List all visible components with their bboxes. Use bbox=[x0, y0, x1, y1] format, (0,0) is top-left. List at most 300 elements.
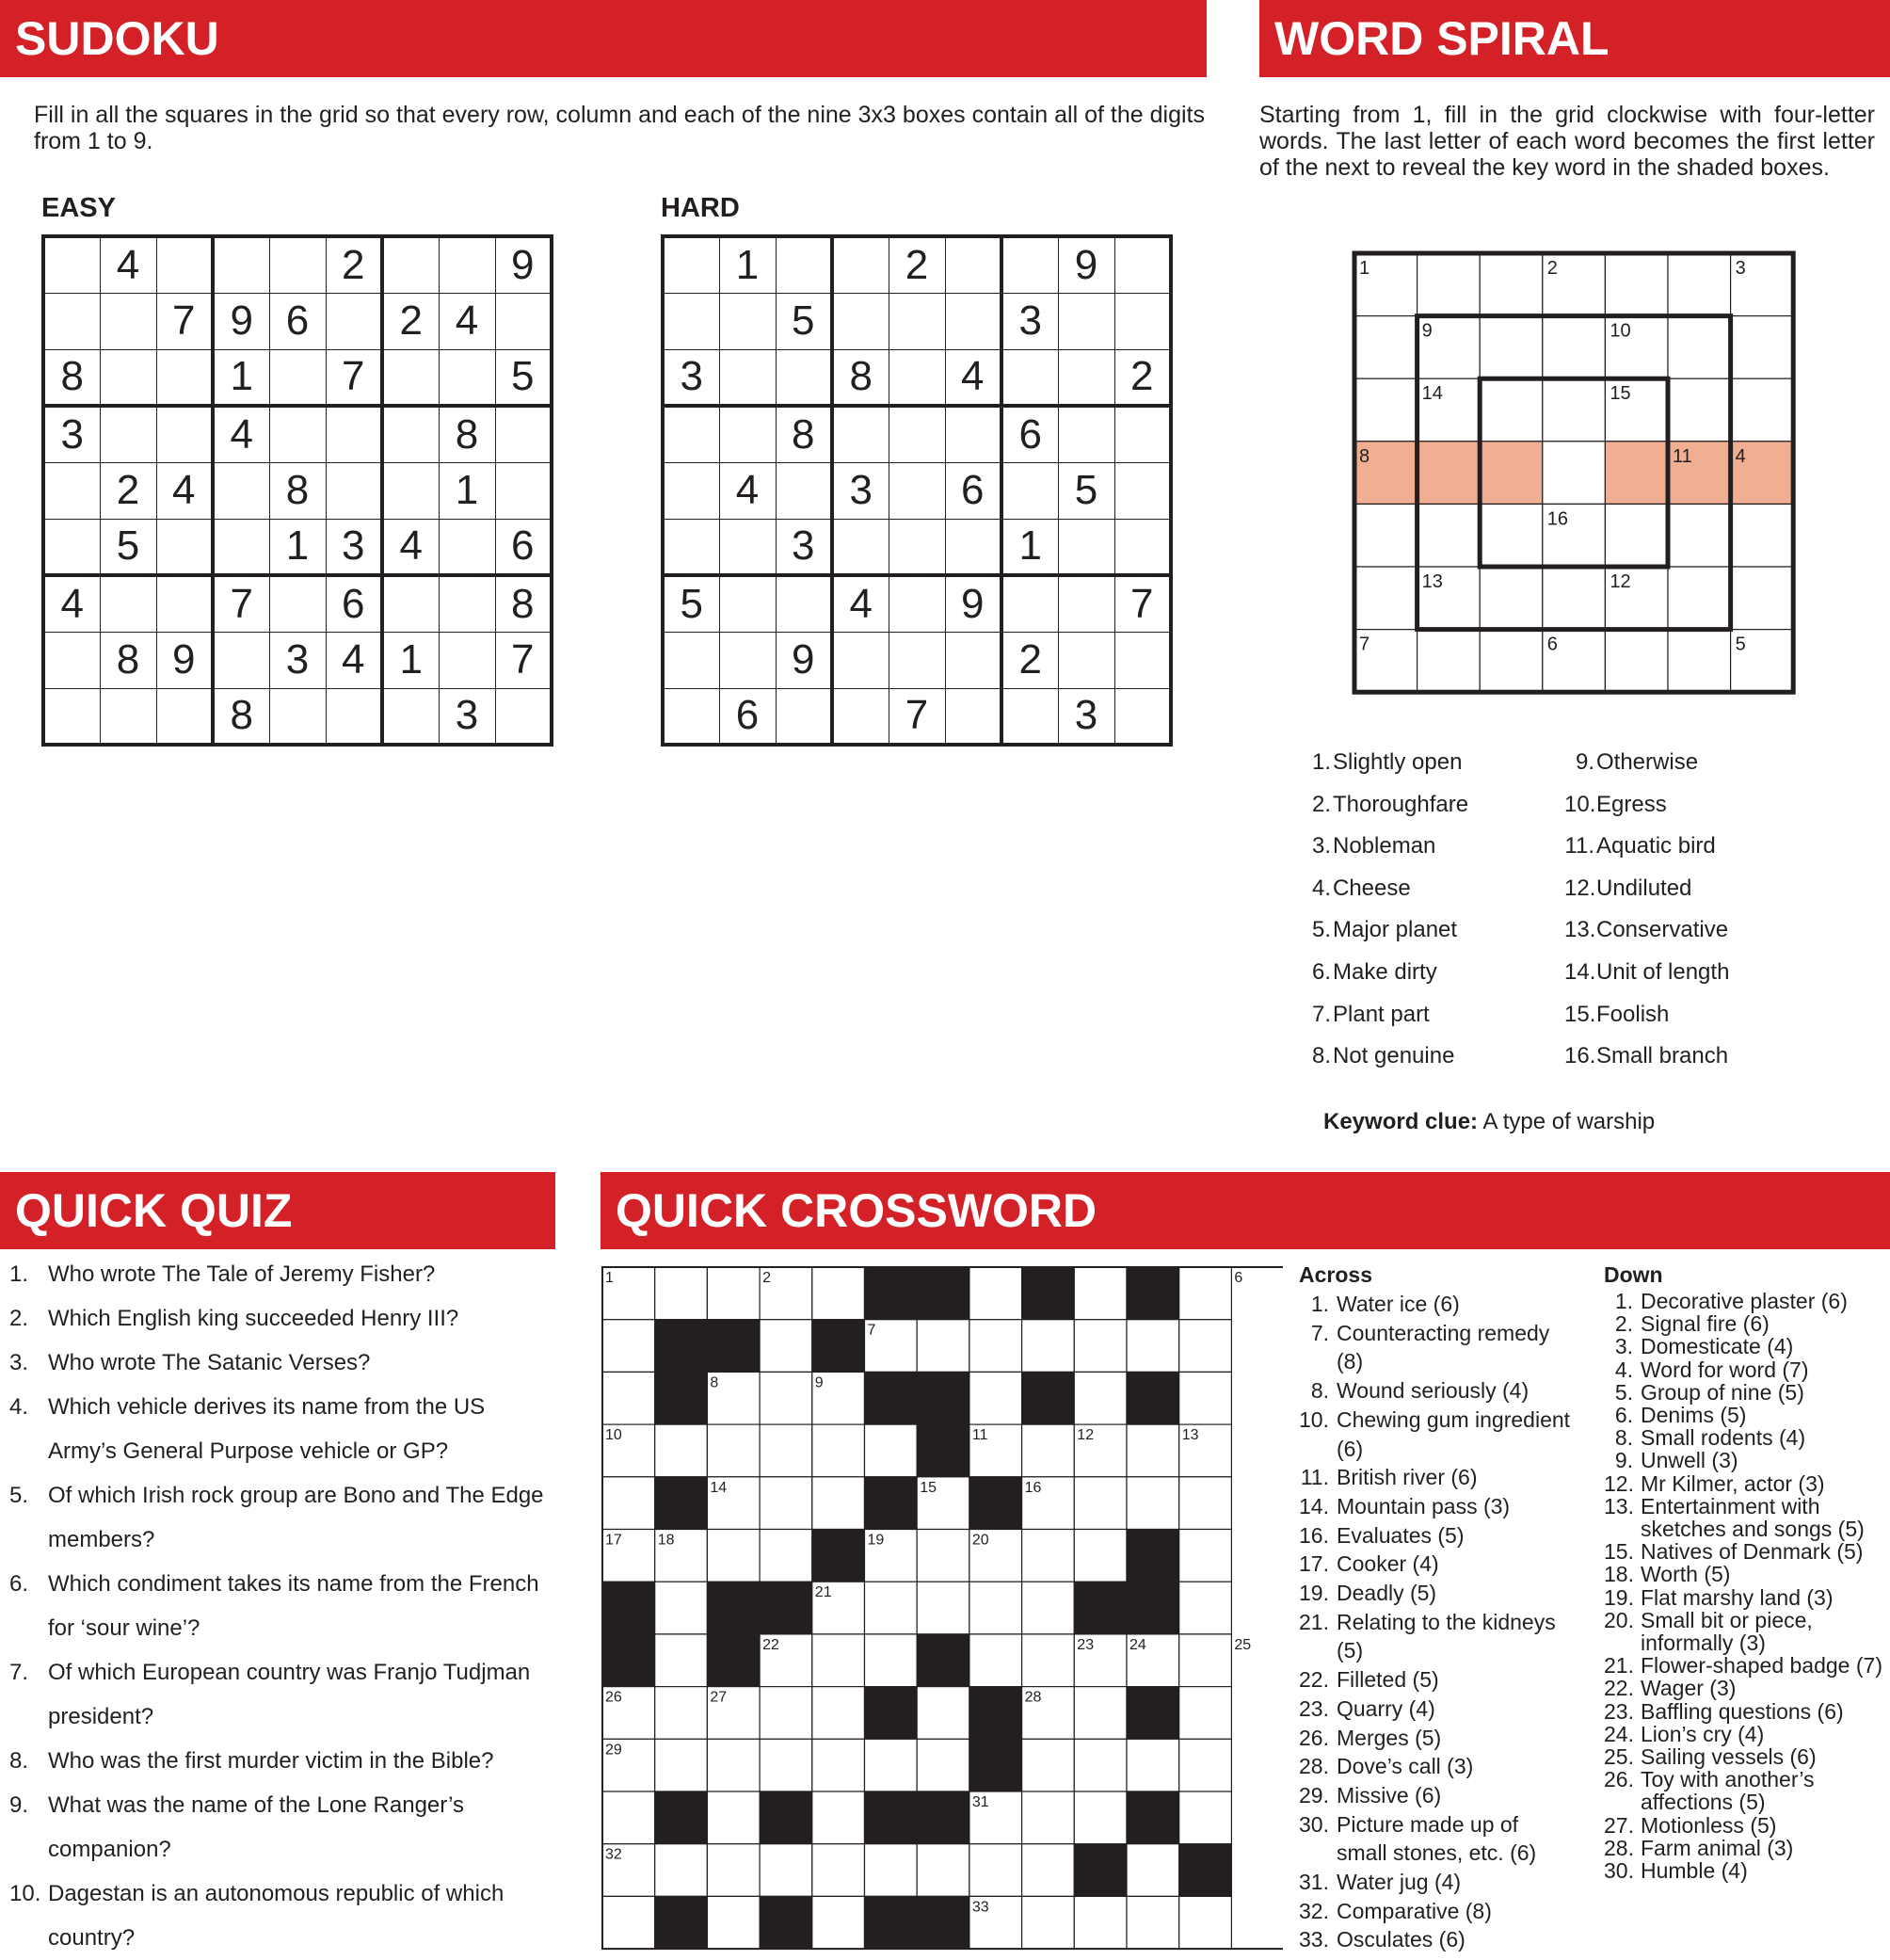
crossword-cell[interactable] bbox=[1179, 1530, 1232, 1582]
sudoku-cell[interactable] bbox=[100, 406, 156, 462]
sudoku-cell[interactable] bbox=[1001, 462, 1058, 519]
crossword-down-clue-text: Signal fire (6) bbox=[1641, 1311, 1770, 1337]
crossword-across-clue bbox=[1299, 1695, 1572, 1724]
crossword-cell[interactable] bbox=[655, 1844, 708, 1897]
sudoku-cell[interactable] bbox=[326, 688, 382, 745]
crossword-black-cell bbox=[917, 1424, 969, 1477]
crossword-cell[interactable] bbox=[707, 1739, 760, 1791]
sudoku-cell[interactable] bbox=[719, 293, 776, 349]
crossword-cell[interactable] bbox=[917, 1320, 969, 1373]
sudoku-cell[interactable] bbox=[156, 349, 213, 406]
sudoku-cell[interactable] bbox=[100, 349, 156, 406]
sudoku-cell[interactable] bbox=[889, 462, 945, 519]
crossword-across-clue-text: Counteracting remedy (8) bbox=[1337, 1320, 1550, 1374]
spiral-cell bbox=[1354, 378, 1418, 442]
sudoku-cell[interactable] bbox=[382, 462, 439, 519]
crossword-cell[interactable] bbox=[1022, 1844, 1075, 1897]
word-spiral-banner bbox=[1259, 0, 1890, 77]
sudoku-cell[interactable] bbox=[945, 688, 1001, 745]
crossword-down-clue-number: 5. bbox=[1614, 1379, 1633, 1405]
crossword-cell[interactable] bbox=[1022, 1424, 1075, 1477]
crossword-across-clue-number: 31. bbox=[1299, 1870, 1329, 1895]
spiral-clue bbox=[1564, 909, 1729, 952]
crossword-clue-number: 7 bbox=[867, 1322, 876, 1339]
crossword-cell[interactable] bbox=[969, 1844, 1022, 1897]
crossword-clue-number: 9 bbox=[814, 1374, 824, 1391]
spiral-cell bbox=[1668, 378, 1731, 442]
crossword-across-clue-text: Picture made up of small stones, etc. (6) bbox=[1337, 1811, 1537, 1866]
sudoku-cell[interactable] bbox=[889, 293, 945, 349]
sudoku-cell[interactable] bbox=[326, 293, 382, 349]
crossword-across-clue-number: 19. bbox=[1299, 1581, 1329, 1606]
sudoku-cell[interactable] bbox=[439, 236, 495, 293]
crossword-cell[interactable] bbox=[969, 1267, 1022, 1320]
sudoku-cell[interactable] bbox=[326, 462, 382, 519]
sudoku-cell[interactable] bbox=[156, 236, 213, 293]
sudoku-cell[interactable] bbox=[663, 632, 719, 688]
spiral-clue-text: Undiluted bbox=[1596, 875, 1692, 901]
spiral-clue-number: 11. bbox=[1564, 833, 1594, 860]
sudoku-cell: 5 bbox=[663, 575, 719, 632]
crossword-black-cell bbox=[917, 1791, 969, 1844]
down-heading: Down bbox=[1604, 1262, 1663, 1287]
spiral-cell bbox=[1480, 567, 1543, 630]
crossword-cell[interactable] bbox=[1179, 1477, 1232, 1530]
crossword-cell[interactable] bbox=[1022, 1739, 1075, 1791]
crossword-cell[interactable] bbox=[1074, 1530, 1127, 1582]
crossword-cell[interactable] bbox=[865, 1634, 918, 1687]
crossword-cell[interactable] bbox=[1074, 1372, 1127, 1424]
crossword-clue-number: 22 bbox=[762, 1636, 779, 1653]
spiral-clue-number: 12. bbox=[1564, 875, 1596, 901]
crossword-cell[interactable] bbox=[865, 1844, 918, 1897]
crossword-cell[interactable] bbox=[1074, 1687, 1127, 1740]
sudoku-cell[interactable] bbox=[776, 236, 832, 293]
crossword-cell[interactable] bbox=[602, 1896, 655, 1949]
crossword-cell[interactable] bbox=[865, 1739, 918, 1791]
sudoku-cell[interactable] bbox=[213, 519, 269, 575]
spiral-clue bbox=[1564, 826, 1729, 868]
crossword-cell[interactable] bbox=[812, 1739, 865, 1791]
spiral-clue-number: 15. bbox=[1564, 1001, 1596, 1027]
crossword-clue-number: 3 bbox=[867, 1270, 876, 1286]
crossword-cell[interactable] bbox=[707, 1424, 760, 1477]
crossword-cell[interactable] bbox=[655, 1582, 708, 1634]
sudoku-cell[interactable] bbox=[1001, 349, 1058, 406]
sudoku-cell[interactable] bbox=[776, 349, 832, 406]
crossword-cell[interactable] bbox=[707, 1844, 760, 1897]
crossword-cell[interactable] bbox=[812, 1424, 865, 1477]
crossword-down-clue bbox=[1604, 1654, 1886, 1677]
sudoku-cell[interactable] bbox=[43, 293, 100, 349]
crossword-cell[interactable] bbox=[812, 1634, 865, 1687]
crossword-across-clue bbox=[1299, 1579, 1572, 1608]
sudoku-cell[interactable] bbox=[1058, 293, 1114, 349]
spiral-clue-number: 14. bbox=[1564, 958, 1596, 985]
sudoku-cell[interactable] bbox=[1114, 519, 1171, 575]
sudoku-cell: 9 bbox=[776, 632, 832, 688]
crossword-across-clue-text: Evaluates (5) bbox=[1337, 1522, 1465, 1548]
sudoku-cell[interactable] bbox=[1114, 462, 1171, 519]
sudoku-cell[interactable] bbox=[213, 462, 269, 519]
sudoku-cell[interactable] bbox=[832, 688, 889, 745]
sudoku-cell[interactable] bbox=[1058, 349, 1114, 406]
sudoku-cell[interactable] bbox=[889, 349, 945, 406]
spiral-cell bbox=[1731, 378, 1794, 442]
crossword-cell[interactable] bbox=[1127, 1896, 1179, 1949]
quiz-question-text: Who wrote The Tale of Jeremy Fisher? bbox=[48, 1261, 436, 1287]
crossword-cell[interactable] bbox=[812, 1844, 865, 1897]
sudoku-cell[interactable] bbox=[269, 236, 326, 293]
crossword-cell[interactable] bbox=[655, 1634, 708, 1687]
keyword-clue bbox=[1323, 1109, 1655, 1135]
sudoku-cell[interactable] bbox=[382, 349, 439, 406]
crossword-clue-number: 11 bbox=[971, 1427, 988, 1444]
sudoku-cell[interactable] bbox=[495, 688, 552, 745]
crossword-cell[interactable] bbox=[1074, 1791, 1127, 1844]
sudoku-cell[interactable] bbox=[495, 406, 552, 462]
crossword-cell[interactable] bbox=[917, 1582, 969, 1634]
crossword-across-clue-number: 26. bbox=[1299, 1725, 1329, 1750]
crossword-down-clue-number: 23. bbox=[1604, 1698, 1634, 1724]
sudoku-cell[interactable] bbox=[269, 575, 326, 632]
crossword-cell[interactable] bbox=[602, 1477, 655, 1530]
crossword-cell[interactable] bbox=[865, 1424, 918, 1477]
sudoku-cell[interactable] bbox=[832, 519, 889, 575]
sudoku-cell[interactable] bbox=[889, 575, 945, 632]
crossword-across-clue-text: Dove’s call (3) bbox=[1337, 1754, 1474, 1779]
sudoku-cell: 6 bbox=[326, 575, 382, 632]
sudoku-cell: 8 bbox=[269, 462, 326, 519]
crossword-cell[interactable] bbox=[602, 1791, 655, 1844]
spiral-clue-number: 10. bbox=[1564, 791, 1596, 817]
crossword-black-cell bbox=[969, 1477, 1022, 1530]
crossword-cell[interactable] bbox=[707, 1896, 760, 1949]
crossword-cell[interactable] bbox=[760, 1424, 812, 1477]
crossword-cell[interactable] bbox=[760, 1530, 812, 1582]
crossword-cell[interactable] bbox=[1127, 1477, 1179, 1530]
crossword-cell[interactable] bbox=[1179, 1791, 1232, 1844]
crossword-clue-number: 27 bbox=[710, 1689, 728, 1706]
sudoku-cell[interactable] bbox=[156, 519, 213, 575]
sudoku-cell[interactable] bbox=[43, 632, 100, 688]
crossword-cell[interactable] bbox=[707, 1791, 760, 1844]
quiz-question-text: What was the name of the Lone Ranger’s companion? bbox=[48, 1792, 465, 1862]
sudoku-cell: 3 bbox=[43, 406, 100, 462]
sudoku-cell[interactable] bbox=[1001, 575, 1058, 632]
crossword-cell[interactable] bbox=[865, 1582, 918, 1634]
crossword-cell[interactable] bbox=[1022, 1530, 1075, 1582]
sudoku-cell[interactable] bbox=[156, 575, 213, 632]
sudoku-cell[interactable] bbox=[945, 406, 1001, 462]
sudoku-cell[interactable] bbox=[382, 406, 439, 462]
crossword-cell[interactable] bbox=[1179, 1372, 1232, 1424]
sudoku-cell[interactable] bbox=[156, 688, 213, 745]
sudoku-cell: 1 bbox=[269, 519, 326, 575]
crossword-cell[interactable] bbox=[1022, 1896, 1075, 1949]
crossword-cell[interactable] bbox=[969, 1372, 1022, 1424]
sudoku-cell[interactable] bbox=[832, 293, 889, 349]
sudoku-cell[interactable] bbox=[213, 632, 269, 688]
sudoku-cell: 8 bbox=[43, 349, 100, 406]
spiral-clue bbox=[1301, 1036, 1468, 1078]
crossword-across-clue-text: Osculates (6) bbox=[1337, 1927, 1466, 1952]
quiz-question bbox=[9, 1783, 555, 1872]
sudoku-cell[interactable] bbox=[832, 236, 889, 293]
sudoku-cell[interactable] bbox=[719, 575, 776, 632]
crossword-cell[interactable] bbox=[655, 1687, 708, 1740]
sudoku-cell[interactable] bbox=[382, 236, 439, 293]
crossword-down-clue-number: 12. bbox=[1604, 1470, 1634, 1496]
crossword-clue-number: 6 bbox=[1234, 1270, 1243, 1286]
crossword-cell[interactable] bbox=[1179, 1267, 1232, 1320]
sudoku-cell[interactable] bbox=[945, 519, 1001, 575]
sudoku-cell[interactable] bbox=[1058, 575, 1114, 632]
sudoku-cell[interactable] bbox=[382, 575, 439, 632]
sudoku-cell[interactable] bbox=[776, 462, 832, 519]
crossword-across-clue bbox=[1299, 1868, 1572, 1897]
crossword-cell[interactable] bbox=[760, 1477, 812, 1530]
sudoku-cell: 2 bbox=[1114, 349, 1171, 406]
sudoku-cell[interactable] bbox=[719, 406, 776, 462]
sudoku-cell[interactable] bbox=[326, 406, 382, 462]
sudoku-cell: 4 bbox=[382, 519, 439, 575]
crossword-cell[interactable] bbox=[1127, 1844, 1179, 1897]
sudoku-cell[interactable] bbox=[269, 688, 326, 745]
sudoku-cell[interactable] bbox=[776, 688, 832, 745]
crossword-cell[interactable] bbox=[917, 1687, 969, 1740]
crossword-cell[interactable] bbox=[1179, 1687, 1232, 1740]
crossword-cell[interactable] bbox=[1179, 1320, 1232, 1373]
spiral-clue-text: Nobleman bbox=[1333, 833, 1436, 860]
crossword-across-clues bbox=[1299, 1262, 1572, 1954]
crossword-clue-number: 17 bbox=[605, 1532, 622, 1549]
crossword-cell[interactable] bbox=[1022, 1791, 1075, 1844]
crossword-down-clue-text: Humble (4) bbox=[1641, 1858, 1748, 1884]
crossword-down-clue-text: Toy with another’s affections (5) bbox=[1641, 1767, 1815, 1815]
crossword-clue-number: 30 bbox=[971, 1742, 989, 1759]
sudoku-cell[interactable] bbox=[269, 349, 326, 406]
crossword-cell[interactable] bbox=[1022, 1320, 1075, 1373]
crossword-cell[interactable] bbox=[917, 1844, 969, 1897]
sudoku-cell[interactable] bbox=[439, 519, 495, 575]
crossword-cell[interactable] bbox=[655, 1267, 708, 1320]
crossword-cell[interactable] bbox=[602, 1372, 655, 1424]
sudoku-cell[interactable] bbox=[43, 462, 100, 519]
quiz-question-number: 4. bbox=[9, 1394, 29, 1420]
quiz-question bbox=[9, 1296, 555, 1341]
quiz-question-number: 7. bbox=[9, 1660, 29, 1685]
sudoku-cell[interactable] bbox=[1114, 293, 1171, 349]
sudoku-cell[interactable] bbox=[156, 406, 213, 462]
sudoku-cell[interactable] bbox=[43, 688, 100, 745]
sudoku-cell[interactable] bbox=[43, 236, 100, 293]
crossword-cell[interactable] bbox=[969, 1634, 1022, 1687]
spiral-clue-number: 12 bbox=[1610, 571, 1631, 592]
crossword-cell[interactable] bbox=[760, 1739, 812, 1791]
crossword-down-clue bbox=[1604, 1586, 1886, 1609]
sudoku-cell[interactable] bbox=[663, 406, 719, 462]
sudoku-cell[interactable] bbox=[269, 406, 326, 462]
sudoku-cell[interactable] bbox=[43, 519, 100, 575]
crossword-cell[interactable] bbox=[1127, 1320, 1179, 1373]
crossword-clue-number: 13 bbox=[1181, 1427, 1199, 1444]
sudoku-cell[interactable] bbox=[213, 236, 269, 293]
crossword-cell[interactable] bbox=[1074, 1896, 1127, 1949]
crossword-cell[interactable] bbox=[812, 1267, 865, 1320]
sudoku-cell[interactable] bbox=[776, 575, 832, 632]
crossword-clue-number: 15 bbox=[920, 1479, 937, 1496]
sudoku-cell[interactable] bbox=[663, 293, 719, 349]
crossword-cell[interactable] bbox=[1127, 1739, 1179, 1791]
spiral-clue-text: Thoroughfare bbox=[1333, 791, 1469, 817]
sudoku-cell[interactable] bbox=[1114, 406, 1171, 462]
sudoku-cell[interactable] bbox=[100, 293, 156, 349]
crossword-clue-number: 8 bbox=[710, 1374, 719, 1391]
crossword-black-cell bbox=[760, 1896, 812, 1949]
sudoku-cell[interactable] bbox=[495, 462, 552, 519]
sudoku-cell: 6 bbox=[269, 293, 326, 349]
sudoku-cell[interactable] bbox=[719, 349, 776, 406]
crossword-black-cell bbox=[707, 1582, 760, 1634]
crossword-cell[interactable] bbox=[1127, 1424, 1179, 1477]
crossword-cell[interactable] bbox=[917, 1530, 969, 1582]
sudoku-cell[interactable] bbox=[439, 632, 495, 688]
crossword-cell[interactable] bbox=[917, 1739, 969, 1791]
spiral-clue-number: 13 bbox=[1421, 571, 1443, 592]
sudoku-cell[interactable] bbox=[1058, 632, 1114, 688]
crossword-cell[interactable] bbox=[760, 1320, 812, 1373]
crossword-cell[interactable] bbox=[969, 1320, 1022, 1373]
sudoku-cell[interactable] bbox=[889, 519, 945, 575]
crossword-cell[interactable] bbox=[969, 1582, 1022, 1634]
crossword-down-clue-number: 25. bbox=[1604, 1744, 1634, 1770]
sudoku-cell: 4 bbox=[326, 632, 382, 688]
sudoku-cell: 6 bbox=[495, 519, 552, 575]
sudoku-cell[interactable] bbox=[663, 688, 719, 745]
spiral-cell bbox=[1480, 630, 1543, 693]
sudoku-cell[interactable] bbox=[663, 519, 719, 575]
crossword-across-clue-text: Comparative (8) bbox=[1337, 1898, 1492, 1923]
sudoku-cell[interactable] bbox=[945, 632, 1001, 688]
quiz-question-text: Which English king succeeded Henry III? bbox=[48, 1306, 459, 1331]
crossword-black-cell bbox=[1022, 1372, 1075, 1424]
sudoku-cell[interactable] bbox=[663, 236, 719, 293]
crossword-cell[interactable] bbox=[602, 1320, 655, 1373]
crossword-down-clue-number: 3. bbox=[1614, 1334, 1633, 1359]
crossword-cell[interactable] bbox=[1074, 1267, 1127, 1320]
sudoku-cell: 1 bbox=[719, 236, 776, 293]
sudoku-cell[interactable] bbox=[832, 632, 889, 688]
crossword-cell[interactable] bbox=[655, 1424, 708, 1477]
spiral-clue bbox=[1564, 868, 1729, 910]
crossword-cell[interactable] bbox=[812, 1687, 865, 1740]
sudoku-cell[interactable] bbox=[100, 575, 156, 632]
crossword-across-clue bbox=[1299, 1781, 1572, 1810]
crossword-across-clue-number: 21. bbox=[1299, 1609, 1329, 1634]
sudoku-cell[interactable] bbox=[1114, 632, 1171, 688]
crossword-down-clue bbox=[1604, 1745, 1886, 1768]
crossword-across-clue-number: 10. bbox=[1299, 1406, 1329, 1432]
crossword-cell[interactable] bbox=[1179, 1634, 1232, 1687]
sudoku-cell[interactable] bbox=[1114, 236, 1171, 293]
crossword-cell[interactable] bbox=[1022, 1582, 1075, 1634]
crossword-grid bbox=[601, 1265, 1283, 1952]
sudoku-cell[interactable] bbox=[719, 632, 776, 688]
crossword-cell[interactable] bbox=[1074, 1320, 1127, 1373]
crossword-down-clue-number: 15. bbox=[1604, 1539, 1634, 1565]
sudoku-cell[interactable] bbox=[663, 462, 719, 519]
crossword-cell[interactable] bbox=[1179, 1896, 1232, 1949]
sudoku-cell[interactable] bbox=[889, 406, 945, 462]
crossword-cell[interactable] bbox=[707, 1530, 760, 1582]
spiral-clue-number: 10 bbox=[1610, 320, 1631, 342]
spiral-cell bbox=[1605, 630, 1668, 693]
crossword-down-clue bbox=[1604, 1814, 1886, 1837]
crossword-cell[interactable] bbox=[812, 1791, 865, 1844]
spiral-cell bbox=[1354, 567, 1418, 630]
sudoku-cell[interactable] bbox=[495, 293, 552, 349]
crossword-cell[interactable] bbox=[1179, 1582, 1232, 1634]
sudoku-cell[interactable] bbox=[945, 293, 1001, 349]
spiral-clue-number: 4. bbox=[1311, 875, 1331, 901]
spiral-clue-number: 11 bbox=[1673, 445, 1692, 467]
crossword-cell[interactable] bbox=[760, 1844, 812, 1897]
sudoku-cell[interactable] bbox=[1058, 406, 1114, 462]
crossword-cell[interactable] bbox=[655, 1739, 708, 1791]
sudoku-banner bbox=[0, 0, 1207, 77]
crossword-cell[interactable] bbox=[1074, 1739, 1127, 1791]
sudoku-cell[interactable] bbox=[439, 575, 495, 632]
sudoku-cell: 4 bbox=[945, 349, 1001, 406]
spiral-cell bbox=[1668, 567, 1731, 630]
spiral-clue-number: 2. bbox=[1311, 791, 1331, 817]
crossword-down-clue-number: 30. bbox=[1604, 1858, 1634, 1884]
sudoku-cell[interactable] bbox=[1114, 688, 1171, 745]
sudoku-cell[interactable] bbox=[100, 688, 156, 745]
crossword-down-clue-number: 2. bbox=[1614, 1311, 1633, 1337]
crossword-cell[interactable] bbox=[812, 1896, 865, 1949]
sudoku-cell[interactable] bbox=[1058, 519, 1114, 575]
spiral-clue bbox=[1301, 909, 1468, 952]
crossword-cell[interactable] bbox=[1179, 1739, 1232, 1791]
crossword-cell[interactable] bbox=[1022, 1634, 1075, 1687]
crossword-cell[interactable] bbox=[1074, 1477, 1127, 1530]
crossword-cell[interactable] bbox=[760, 1687, 812, 1740]
crossword-down-clue bbox=[1604, 1700, 1886, 1723]
sudoku-cell[interactable] bbox=[832, 406, 889, 462]
spiral-cell bbox=[1418, 504, 1481, 567]
quiz-question-number: 5. bbox=[9, 1483, 29, 1508]
sudoku-cell[interactable] bbox=[1001, 236, 1058, 293]
sudoku-cell[interactable] bbox=[945, 236, 1001, 293]
sudoku-cell[interactable] bbox=[719, 519, 776, 575]
crossword-clue-number: 4 bbox=[1024, 1270, 1033, 1286]
spiral-cell bbox=[1480, 504, 1543, 567]
sudoku-cell[interactable] bbox=[382, 688, 439, 745]
sudoku-cell[interactable] bbox=[1001, 688, 1058, 745]
crossword-black-cell bbox=[655, 1477, 708, 1530]
sudoku-cell[interactable] bbox=[889, 632, 945, 688]
crossword-cell[interactable] bbox=[812, 1477, 865, 1530]
sudoku-cell: 1 bbox=[1001, 519, 1058, 575]
crossword-black-cell bbox=[865, 1477, 918, 1530]
crossword-cell[interactable] bbox=[760, 1372, 812, 1424]
crossword-down-clue-text: Flower-shaped badge (7) bbox=[1641, 1653, 1882, 1679]
sudoku-cell[interactable] bbox=[439, 349, 495, 406]
crossword-cell[interactable] bbox=[707, 1267, 760, 1320]
crossword-down-clue bbox=[1604, 1768, 1886, 1813]
